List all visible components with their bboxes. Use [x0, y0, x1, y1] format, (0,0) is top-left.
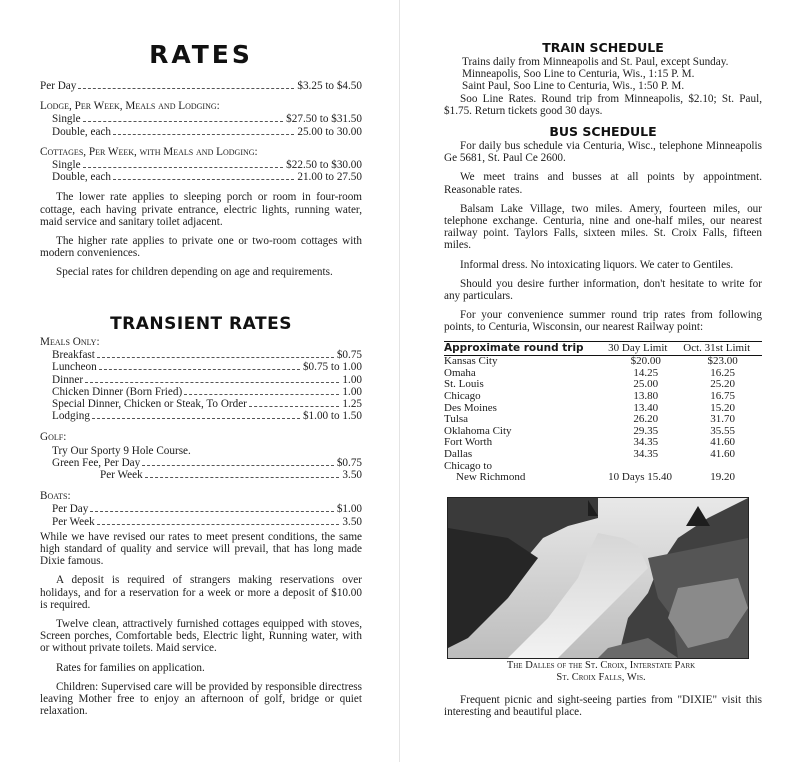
para-convenience: For your convenience summer round trip rates from following points, to Centuria, Wisconsin, our nearest Railway point: — [444, 309, 762, 334]
table-cell-oct-31: 41.60 — [710, 436, 736, 449]
train-minneapolis: Minneapolis, Soo Line to Centuria, Wis., 1:15 P. M. — [462, 68, 695, 81]
table-cell-route: Kansas City — [444, 355, 498, 368]
cottage-double-row — [40, 171, 362, 183]
table-cell-oct-31: 31.70 — [710, 413, 736, 426]
para-bus: For daily bus schedule via Centuria, Wisc., telephone Minneapolis Ge 5681, St. Paul Ce 2600. — [444, 140, 762, 165]
table-cell-30-day: 13.80 — [633, 390, 659, 403]
train-schedule-title: TRAIN SCHEDULE — [542, 40, 664, 55]
bus-block — [444, 140, 762, 484]
lodge-double-value: 25.00 to 30.00 — [297, 125, 362, 138]
golf-course-text: Try Our Sporty 9 Hole Course. — [52, 444, 191, 457]
table-cell-route: Fort Worth — [444, 436, 493, 449]
photo-caption — [440, 660, 762, 684]
golf-heading: Golf: — [40, 431, 67, 444]
table-cell-route: Des Moines — [444, 401, 497, 414]
boats-week-label: Per Week — [52, 515, 95, 528]
train-text: Trains daily from Minneapolis and St. Paul, except Sunday. — [462, 56, 729, 68]
para-deposit: A deposit is required of strangers making reservations over holidays, and for a reservation for a week or more a deposit of $10.00 is required. — [40, 574, 362, 611]
meals-heading: Meals Only: — [40, 336, 100, 348]
table-cell-30-day: $20.00 — [630, 355, 661, 368]
cottage-double-value: 21.00 to 27.50 — [297, 171, 362, 184]
table-row — [444, 356, 762, 368]
cottage-single-row — [40, 159, 362, 171]
table-cell-30-day: 14.25 — [633, 366, 659, 379]
cottage-heading: Cottages, Per Week, with Meals and Lodging: — [40, 145, 258, 158]
train-block — [444, 56, 762, 117]
luncheon-label: Luncheon — [52, 361, 97, 374]
dalles-photo — [447, 497, 749, 659]
frequent-block — [444, 694, 762, 725]
para-lower-rate: The lower rate applies to sleeping porch or room in four-room cottage, each having private entrance, electric lights, running water, maid service and sanitary toilet adjacent. — [40, 191, 362, 228]
para-info: Should you desire further information, don't hesitate to write for any particulars. — [444, 277, 762, 303]
table-cell-30-day: 29.35 — [633, 424, 659, 437]
table-cell-30-day: 26.20 — [633, 413, 659, 426]
table-cell-route: Dallas — [444, 447, 473, 460]
table-row-new-richmond — [444, 472, 762, 484]
table-cell-oct-31: 25.20 — [710, 378, 736, 391]
new-richmond-cell-0: New Richmond — [456, 471, 526, 484]
para-frequent: Frequent picnic and sight-seeing parties from "DIXIE" visit this interesting and beautiful place. — [444, 694, 762, 719]
table-cell-30-day: 13.40 — [633, 401, 659, 414]
table-cell-30-day: 34.35 — [633, 447, 659, 460]
luncheon-row — [40, 361, 362, 373]
boats-week-value: 3.50 — [342, 515, 362, 528]
transient-block — [40, 336, 362, 724]
lodge-double-label: Double, each — [52, 125, 112, 138]
cottage-single-value: $22.50 to $30.00 — [286, 159, 362, 172]
table-cell-oct-31: 16.25 — [710, 366, 736, 379]
boats-heading: Boats: — [40, 490, 71, 503]
boats-day-label: Per Day — [52, 503, 89, 516]
table-cell-oct-31: 35.55 — [710, 424, 736, 437]
rates-block — [40, 80, 362, 286]
green-fee-day-label: Green Fee, Per Day — [52, 456, 141, 469]
breakfast-value: $0.75 — [336, 349, 362, 362]
table-cell-30-day: 25.00 — [633, 378, 659, 391]
special-dinner-label: Special Dinner, Chicken or Steak, To Order — [52, 398, 247, 411]
lodge-single-row — [40, 113, 362, 125]
dinner-row — [40, 374, 362, 386]
chicken-dinner-label: Chicken Dinner (Born Fried) — [52, 385, 183, 398]
chicken-dinner-row — [40, 386, 362, 398]
per-day-label: Per Day — [40, 80, 77, 92]
breakfast-row — [40, 349, 362, 361]
boats-day-row — [40, 503, 362, 515]
para-informal: Informal dress. No intoxicating liquors. We cater to Gentiles. — [460, 258, 734, 271]
new-richmond-cell-1: 10 Days 15.40 — [608, 471, 673, 484]
table-cell-route: St. Louis — [444, 378, 484, 391]
green-fee-day-row — [40, 457, 362, 469]
train-saint-paul: Saint Paul, Soo Line to Centuria, Wis., 1:50 P. M. — [462, 80, 685, 93]
table-cell-oct-31: 15.20 — [710, 401, 736, 414]
para-higher-rate: The higher rate applies to private one or two-room cottages with modern conveniences. — [40, 235, 362, 260]
green-fee-day-value: $0.75 — [336, 456, 362, 469]
table-header-row — [444, 341, 762, 356]
lodge-single-label: Single — [52, 113, 81, 126]
chicken-dinner-value: 1.00 — [342, 385, 362, 398]
table-row — [444, 449, 762, 461]
table-cell-oct-31: 41.60 — [710, 447, 736, 460]
cottage-single-label: Single — [52, 159, 81, 172]
lodging-row — [40, 410, 362, 422]
para-children-rates: Special rates for children depending on age and requirements. — [56, 266, 333, 279]
lodge-heading: Lodge, Per Week, Meals and Lodging: — [40, 100, 220, 113]
para-families: Rates for families on application. — [56, 661, 205, 674]
boats-week-row — [40, 516, 362, 528]
table-cell-route: Omaha — [444, 366, 476, 379]
lodge-single-value: $27.50 to $31.50 — [286, 113, 362, 126]
breakfast-label: Breakfast — [52, 349, 95, 362]
para-revised-rates: While we have revised our rates to meet present conditions, the same high standard of quality and service will prevail, that has long made Dixie famous. — [40, 530, 362, 568]
table-cell-oct-31: $23.00 — [707, 355, 738, 368]
per-day-row — [40, 80, 362, 92]
bus-schedule-title: BUS SCHEDULE — [549, 124, 657, 139]
transient-rates-title: TRANSIENT RATES — [110, 314, 292, 334]
table-cell-route: Tulsa — [444, 413, 469, 426]
lodge-double-row — [40, 126, 362, 138]
lodging-label: Lodging — [52, 410, 90, 423]
train-rates: Soo Line Rates. Round trip from Minneapolis, $2.10; St. Paul, $1.75. Return tickets good 30 days. — [444, 92, 762, 117]
chicago-to-label: Chicago to — [444, 459, 492, 472]
special-dinner-value: 1.25 — [342, 398, 362, 411]
caption-line-1: The Dalles of the St. Croix, Interstate Park — [506, 660, 696, 671]
table-cell-30-day: 34.35 — [633, 436, 659, 449]
green-fee-week-value: 3.50 — [342, 469, 362, 482]
para-meet: We meet trains and busses at all points by appointment. Reasonable rates. — [444, 171, 762, 196]
table-header-oct-31: Oct. 31st Limit — [683, 341, 762, 356]
table-row — [444, 391, 762, 403]
special-dinner-row — [40, 398, 362, 410]
cottage-double-label: Double, each — [52, 171, 112, 184]
caption-line-2: St. Croix Falls, Wis. — [556, 672, 646, 683]
lodging-value: $1.00 to 1.50 — [302, 410, 362, 423]
table-header-30-day: 30 Day Limit — [608, 341, 683, 356]
para-cottages: Twelve clean, attractively furnished cottages equipped with stoves, Screen porches, Comfortable beds, Electric light, Running water, with or without private toilets. Maid service. — [40, 618, 362, 655]
boats-day-value: $1.00 — [336, 503, 362, 516]
para-balsam: Balsam Lake Village, two miles. Amery, fourteen miles, our telephone exchange. Centuria, nine and one-half miles, our nearest railway point. Taylors Falls, sixteen miles. St. Croix Falls, fifteen miles. — [444, 202, 762, 252]
luncheon-value: $0.75 to 1.00 — [302, 361, 362, 374]
table-cell-oct-31: 16.75 — [710, 390, 736, 403]
green-fee-week-label: Per Week — [100, 469, 143, 482]
dinner-label: Dinner — [52, 373, 84, 386]
para-supervised-care: Children: Supervised care will be provided by responsible directress leaving Mother free to enjoy an afternoon of golf, bridge or quiet relaxation. — [40, 680, 362, 718]
green-fee-week-row — [40, 469, 362, 481]
per-day-value: $3.25 to $4.50 — [297, 80, 362, 92]
new-richmond-cell-2: 19.20 — [710, 471, 736, 484]
dinner-value: 1.00 — [342, 373, 362, 386]
dalles-landscape-image — [448, 498, 748, 658]
table-cell-route: Oklahoma City — [444, 424, 512, 437]
round-trip-table — [444, 341, 762, 484]
rates-title: RATES — [149, 40, 253, 69]
table-cell-route: Chicago — [444, 390, 481, 403]
table-header-route: Approximate round trip — [444, 341, 608, 356]
